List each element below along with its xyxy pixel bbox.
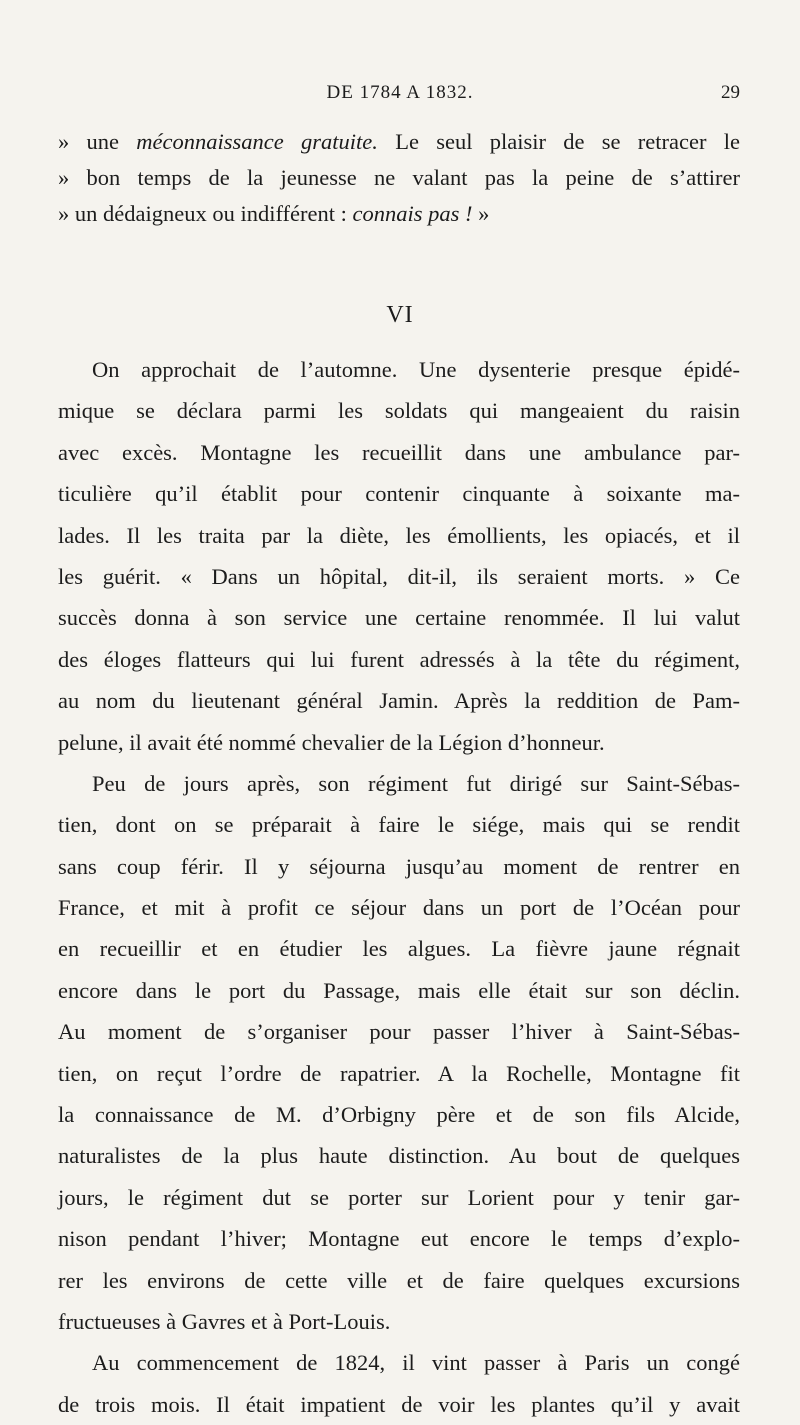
text-line: au nom du lieutenant général Jamin. Après la reddition de Pam-	[58, 688, 740, 714]
page-number: 29	[721, 82, 740, 103]
quote-line-2: » bon temps de la jeunesse ne valant pas la peine de s’attirer	[58, 165, 740, 190]
section-heading: VI	[386, 302, 414, 328]
text-line: naturalistes de la plus haute distinction. Au bout de quelques	[58, 1143, 740, 1169]
running-head	[60, 82, 740, 112]
text-line: fructueuses à Gavres et à Port-Louis.	[58, 1308, 391, 1334]
text-line: de trois mois. Il était impatient de voir les plantes qu’il y avait	[58, 1391, 740, 1417]
quote-line-3-start: » un dédaigneux ou indifférent :	[58, 201, 353, 226]
text-line: pelune, il avait été nommé chevalier de la Légion d’honneur.	[58, 729, 605, 755]
text-line: France, et mit à profit ce séjour dans un port de l’Océan pour	[58, 895, 740, 921]
quote-line-3-end: »	[472, 201, 490, 226]
text-line: Au moment de s’organiser pour passer l’hiver à Saint-Sébas-	[58, 1019, 740, 1045]
text-line: sans coup férir. Il y séjourna jusqu’au moment de rentrer en	[58, 853, 740, 879]
quote-line-1-start: » une	[58, 129, 137, 154]
quote-line-1-italic: méconnaissance gratuite.	[136, 129, 378, 154]
quote-line-3	[58, 196, 740, 232]
text-line: encore dans le port du Passage, mais elle était sur son déclin.	[58, 977, 740, 1003]
text-line: ticulière qu’il établit pour contenir cinquante à soixante ma-	[58, 481, 740, 507]
text-line: Au commencement de 1824, il vint passer à Paris un congé	[92, 1350, 740, 1376]
text-line: la connaissance de M. d’Orbigny père et de son fils Alcide,	[58, 1102, 740, 1128]
text-line: rer les environs de cette ville et de faire quelques excursions	[58, 1267, 740, 1293]
text-line: lades. Il les traita par la diète, les émollients, les opiacés, et il	[58, 522, 740, 548]
text-line: On approchait de l’automne. Une dysenterie presque épidé-	[92, 357, 740, 382]
quote-block	[58, 124, 740, 232]
running-title: DE 1784 A 1832.	[326, 82, 474, 103]
text-line: jours, le régiment dut se porter sur Lorient pour y tenir gar-	[58, 1184, 740, 1210]
text-line: Peu de jours après, son régiment fut dirigé sur Saint-Sébas-	[92, 770, 740, 796]
quote-line-1	[58, 124, 740, 160]
quote-line-3-italic: connais pas !	[352, 201, 473, 226]
text-line: mique se déclara parmi les soldats qui mangeaient du raisin	[58, 398, 740, 424]
quote-line-1-end: Le seul plaisir de se retracer le	[377, 129, 740, 154]
text-line: succès donna à son service une certaine renommée. Il lui valut	[58, 605, 740, 631]
text-line: nison pendant l’hiver; Montagne eut encore le temps d’explo-	[58, 1226, 740, 1252]
text-line: en recueillir et en étudier les algues. La fièvre jaune régnait	[58, 936, 740, 962]
text-line: les guérit. « Dans un hôpital, dit-il, ils seraient morts. » Ce	[58, 563, 740, 589]
body-text	[58, 349, 740, 1425]
text-line: tien, dont on se préparait à faire le siége, mais qui se rendit	[58, 812, 740, 838]
text-line: tien, on reçut l’ordre de rapatrier. A la Rochelle, Montagne fit	[58, 1060, 740, 1086]
text-line: avec excès. Montagne les recueillit dans une ambulance par-	[58, 439, 740, 465]
text-line: des éloges flatteurs qui lui furent adressés à la tête du régiment,	[58, 646, 740, 672]
